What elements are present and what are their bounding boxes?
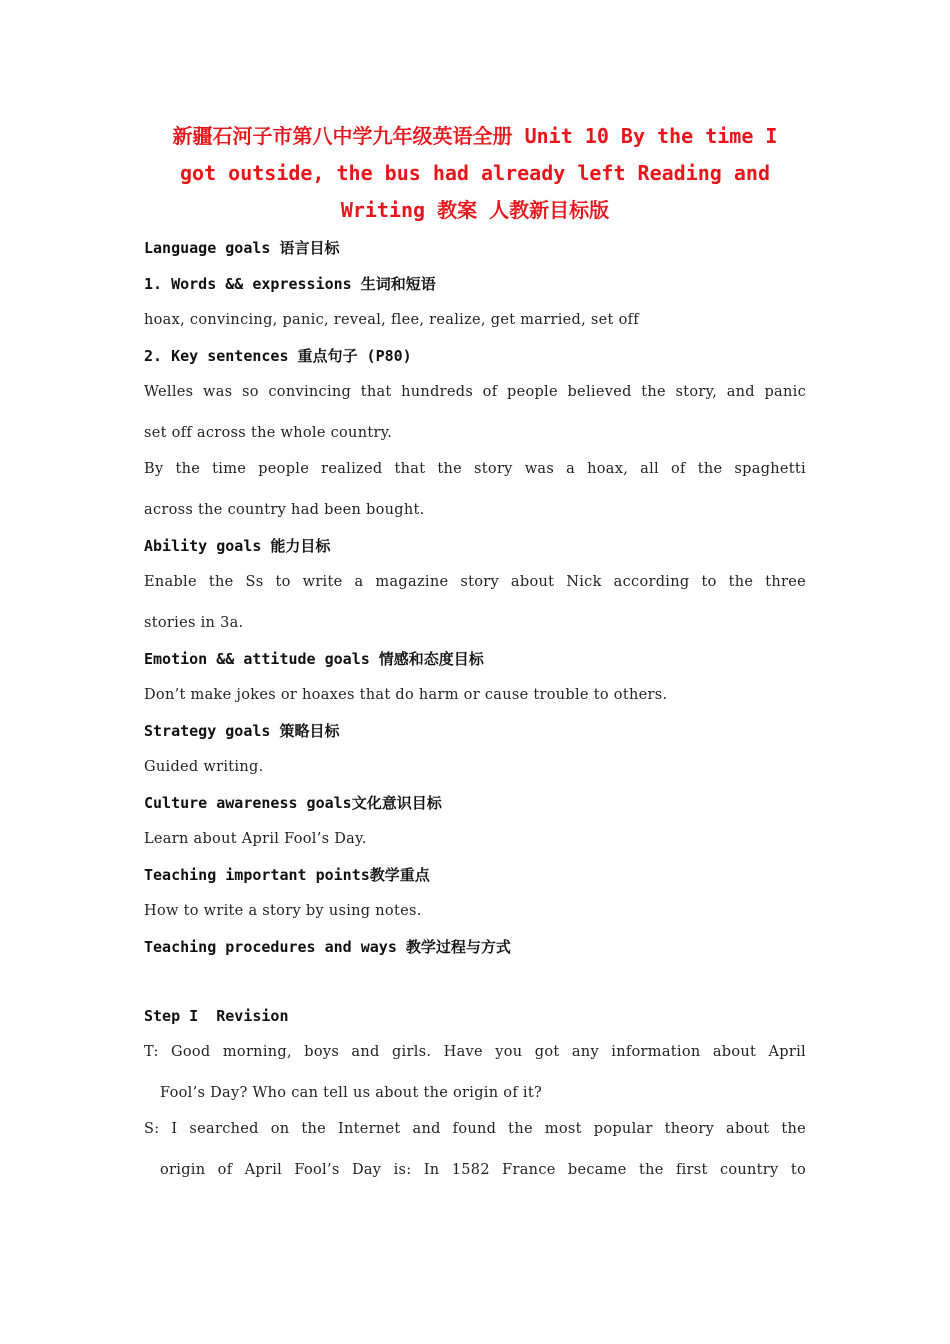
procedures-heading: Teaching procedures and ways 教学过程与方式	[144, 938, 511, 956]
culture-text: Learn about April Fool’s Day.	[144, 831, 367, 847]
strategy-goals-heading: Strategy goals 策略目标	[144, 722, 340, 740]
strategy-text: Guided writing.	[144, 759, 264, 775]
important-points-text: How to write a story by using notes.	[144, 903, 422, 919]
emotion-text: Don’t make jokes or hoaxes that do harm or cause trouble to others.	[144, 687, 668, 703]
ability-line-1: Enable the Ss to write a magazine story about Nick according to the three	[144, 574, 806, 590]
teacher-line-2: Fool’s Day? Who can tell us about the origin of it?	[160, 1085, 543, 1101]
sentence-1-line-2: set off across the whole country.	[144, 425, 393, 441]
ability-goals-heading: Ability goals 能力目标	[144, 537, 331, 555]
words-heading: 1. Words && expressions 生词和短语	[144, 275, 436, 293]
ability-line-2: stories in 3a.	[144, 615, 244, 631]
sentence-2-line-1: By the time people realized that the story was a hoax, all of the spaghetti	[144, 461, 806, 477]
student-line-2: origin of April Fool’s Day is: In 1582 France became the first country to	[160, 1162, 806, 1178]
document-title: 新疆石河子市第八中学九年级英语全册 Unit 10 By the time I got outside, the bus had already left Reading and Writing 教案 人教新目标版	[172, 124, 778, 222]
sentence-1-line-1: Welles was so convincing that hundreds of people believed the story, and panic	[144, 384, 806, 400]
culture-goals-heading: Culture awareness goals文化意识目标	[144, 794, 442, 812]
key-sentences-heading: 2. Key sentences 重点句子 (P80)	[144, 347, 412, 365]
important-points-heading: Teaching important points教学重点	[144, 866, 430, 884]
sentence-2-line-2: across the country had been bought.	[144, 502, 425, 518]
words-text: hoax, convincing, panic, reveal, flee, realize, get married, set off	[144, 312, 639, 328]
emotion-goals-heading: Emotion && attitude goals 情感和态度目标	[144, 650, 484, 668]
student-line-1: S: I searched on the Internet and found the most popular theory about the	[144, 1121, 806, 1137]
language-goals-heading: Language goals 语言目标	[144, 239, 340, 257]
step-1-heading: Step I Revision	[144, 1007, 289, 1025]
teacher-line-1: T: Good morning, boys and girls. Have you got any information about April	[144, 1044, 806, 1060]
